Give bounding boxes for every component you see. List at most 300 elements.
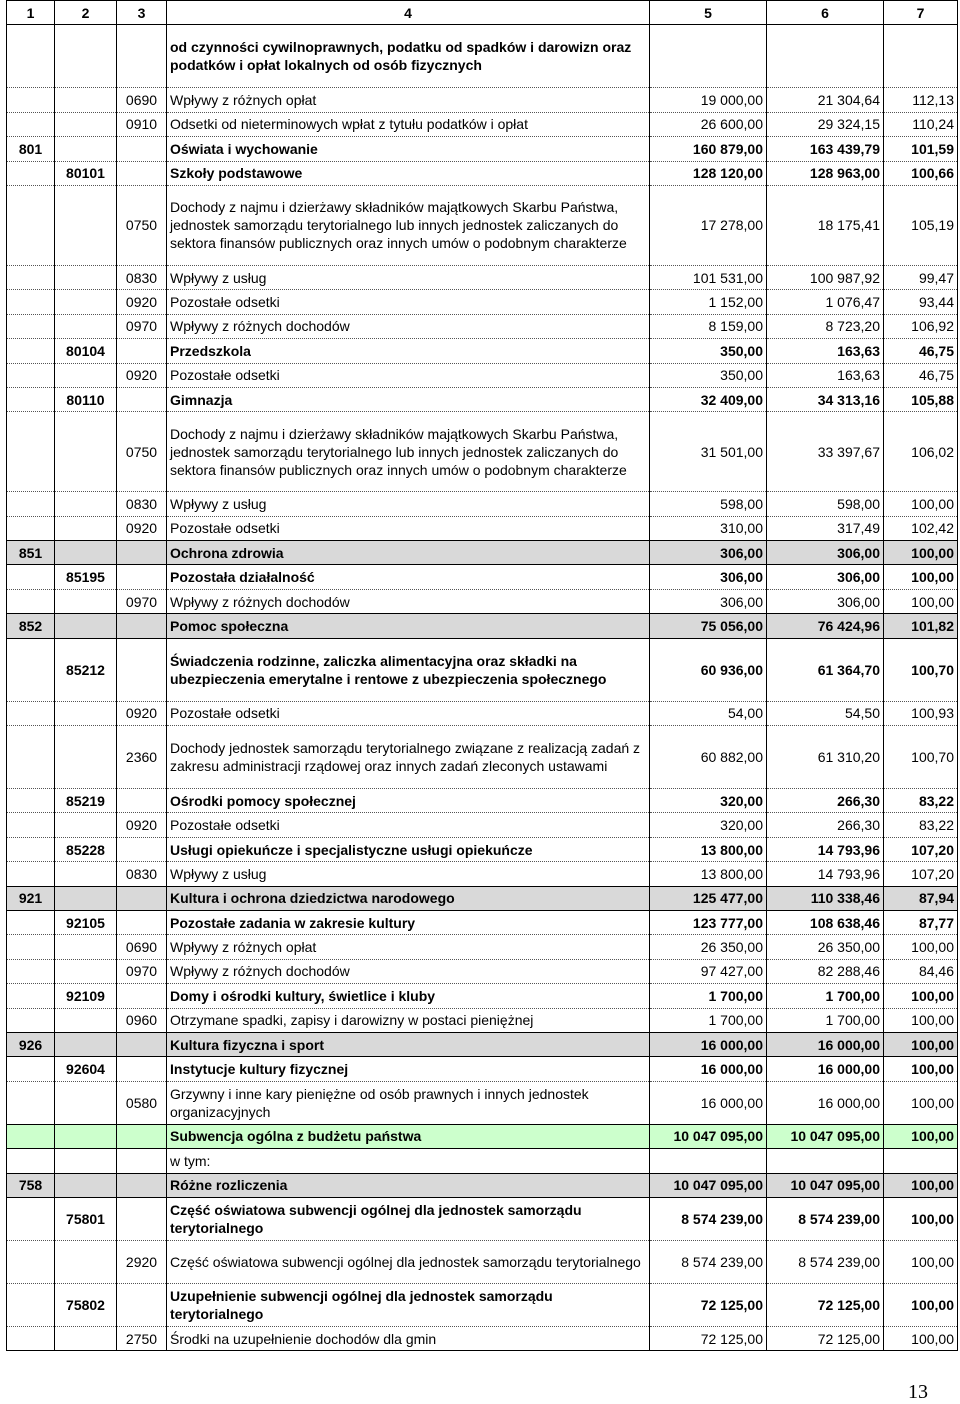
plan-cell: 8 574 239,00	[650, 1197, 767, 1240]
division-cell	[7, 862, 55, 886]
percent-cell: 100,70	[884, 726, 958, 789]
paragraph-cell: 0830	[117, 265, 167, 289]
description-cell: Środki na uzupełnienie dochodów dla gmin	[167, 1326, 650, 1350]
division-cell	[7, 185, 55, 265]
table-row	[7, 1149, 958, 1173]
description-cell: Pozostała działalność	[167, 565, 650, 589]
execution-cell: 163,63	[767, 363, 884, 387]
execution-cell: 266,30	[767, 813, 884, 837]
execution-cell: 1 700,00	[767, 1008, 884, 1032]
header-cell: 3	[117, 1, 167, 25]
percent-cell	[884, 1149, 958, 1173]
execution-cell	[767, 1149, 884, 1173]
division-cell: 758	[7, 1173, 55, 1197]
description-cell: Instytucje kultury fizycznej	[167, 1057, 650, 1081]
plan-cell: 10 047 095,00	[650, 1173, 767, 1197]
percent-cell: 100,93	[884, 701, 958, 725]
execution-cell: 16 000,00	[767, 1057, 884, 1081]
paragraph-cell: 0970	[117, 589, 167, 613]
table-row	[7, 789, 958, 813]
table-row	[7, 589, 958, 613]
execution-cell: 18 175,41	[767, 185, 884, 265]
table-row	[7, 1008, 958, 1032]
execution-cell: 16 000,00	[767, 1032, 884, 1056]
plan-cell: 306,00	[650, 589, 767, 613]
percent-cell	[884, 25, 958, 88]
paragraph-cell	[117, 1197, 167, 1240]
chapter-cell	[55, 185, 117, 265]
execution-cell: 108 638,46	[767, 910, 884, 934]
chapter-cell: 85219	[55, 789, 117, 813]
percent-cell: 84,46	[884, 959, 958, 983]
chapter-cell	[55, 88, 117, 112]
paragraph-cell	[117, 137, 167, 161]
page-number: 13	[908, 1381, 928, 1403]
chapter-cell	[55, 112, 117, 136]
division-cell: 801	[7, 137, 55, 161]
table-row	[7, 412, 958, 492]
percent-cell: 93,44	[884, 290, 958, 314]
chapter-cell	[55, 1124, 117, 1148]
division-cell	[7, 265, 55, 289]
division-cell	[7, 726, 55, 789]
percent-cell: 100,00	[884, 1326, 958, 1350]
division-cell	[7, 565, 55, 589]
plan-cell: 31 501,00	[650, 412, 767, 492]
paragraph-cell: 0920	[117, 516, 167, 540]
chapter-cell	[55, 959, 117, 983]
description-cell: w tym:	[167, 1149, 650, 1173]
execution-cell: 317,49	[767, 516, 884, 540]
division-cell: 852	[7, 614, 55, 638]
division-cell	[7, 837, 55, 861]
description-cell: Ośrodki pomocy społecznej	[167, 789, 650, 813]
division-cell	[7, 910, 55, 934]
plan-cell: 8 574 239,00	[650, 1240, 767, 1283]
table-row	[7, 1283, 958, 1326]
percent-cell: 100,00	[884, 1240, 958, 1283]
plan-cell: 26 350,00	[650, 935, 767, 959]
paragraph-cell: 0750	[117, 412, 167, 492]
header-cell: 6	[767, 1, 884, 25]
description-cell: Wpływy z różnych dochodów	[167, 589, 650, 613]
plan-cell: 16 000,00	[650, 1081, 767, 1124]
plan-cell: 8 159,00	[650, 314, 767, 338]
table-row	[7, 541, 958, 565]
chapter-cell	[55, 1173, 117, 1197]
percent-cell: 83,22	[884, 813, 958, 837]
paragraph-cell: 0960	[117, 1008, 167, 1032]
percent-cell: 100,00	[884, 1197, 958, 1240]
execution-cell: 8 574 239,00	[767, 1197, 884, 1240]
percent-cell: 100,00	[884, 492, 958, 516]
execution-cell: 100 987,92	[767, 265, 884, 289]
chapter-cell	[55, 265, 117, 289]
chapter-cell: 85195	[55, 565, 117, 589]
description-cell: Pozostałe odsetki	[167, 290, 650, 314]
chapter-cell	[55, 935, 117, 959]
paragraph-cell	[117, 837, 167, 861]
table-row	[7, 265, 958, 289]
chapter-cell: 80110	[55, 387, 117, 411]
percent-cell: 100,66	[884, 161, 958, 185]
description-cell: Ochrona zdrowia	[167, 541, 650, 565]
paragraph-cell	[117, 25, 167, 88]
paragraph-cell	[117, 1283, 167, 1326]
paragraph-cell: 0910	[117, 112, 167, 136]
description-cell: Pozostałe odsetki	[167, 516, 650, 540]
description-cell: Wpływy z różnych dochodów	[167, 959, 650, 983]
plan-cell	[650, 1149, 767, 1173]
percent-cell: 100,00	[884, 565, 958, 589]
percent-cell: 87,94	[884, 886, 958, 910]
division-cell	[7, 789, 55, 813]
paragraph-cell	[117, 910, 167, 934]
execution-cell: 1 700,00	[767, 984, 884, 1008]
division-cell	[7, 1008, 55, 1032]
chapter-cell	[55, 862, 117, 886]
description-cell: Część oświatowa subwencji ogólnej dla jednostek samorządu terytorialnego	[167, 1197, 650, 1240]
execution-cell: 8 574 239,00	[767, 1240, 884, 1283]
chapter-cell	[55, 290, 117, 314]
table-row	[7, 1057, 958, 1081]
table-row	[7, 314, 958, 338]
plan-cell: 16 000,00	[650, 1032, 767, 1056]
division-cell	[7, 492, 55, 516]
description-cell: Pomoc społeczna	[167, 614, 650, 638]
description-cell: Usługi opiekuńcze i specjalistyczne usługi opiekuńcze	[167, 837, 650, 861]
table-row	[7, 565, 958, 589]
division-cell: 851	[7, 541, 55, 565]
percent-cell: 105,88	[884, 387, 958, 411]
plan-cell: 13 800,00	[650, 862, 767, 886]
execution-cell: 14 793,96	[767, 837, 884, 861]
execution-cell: 54,50	[767, 701, 884, 725]
division-cell	[7, 112, 55, 136]
header-cell: 4	[167, 1, 650, 25]
table-row	[7, 1240, 958, 1283]
chapter-cell: 85212	[55, 638, 117, 701]
execution-cell: 306,00	[767, 565, 884, 589]
paragraph-cell	[117, 1173, 167, 1197]
execution-cell: 72 125,00	[767, 1326, 884, 1350]
plan-cell: 320,00	[650, 813, 767, 837]
chapter-cell	[55, 1008, 117, 1032]
description-cell: od czynności cywilnoprawnych, podatku od spadków i darowizn oraz podatków i opłat lokalnych od osób fizycznych	[167, 25, 650, 88]
table-row	[7, 185, 958, 265]
percent-cell: 107,20	[884, 862, 958, 886]
table-row	[7, 112, 958, 136]
table-row	[7, 290, 958, 314]
division-cell	[7, 1124, 55, 1148]
description-cell: Różne rozliczenia	[167, 1173, 650, 1197]
execution-cell: 16 000,00	[767, 1081, 884, 1124]
description-cell: Świadczenia rodzinne, zaliczka alimentacyjna oraz składki na ubezpieczenia emerytalne i rentowe z ubezpieczenia społecznego	[167, 638, 650, 701]
description-cell: Wpływy z różnych dochodów	[167, 314, 650, 338]
execution-cell: 14 793,96	[767, 862, 884, 886]
table-row	[7, 638, 958, 701]
plan-cell: 1 700,00	[650, 984, 767, 1008]
chapter-cell	[55, 1032, 117, 1056]
execution-cell: 8 723,20	[767, 314, 884, 338]
percent-cell: 102,42	[884, 516, 958, 540]
paragraph-cell: 0920	[117, 363, 167, 387]
division-cell	[7, 1197, 55, 1240]
division-cell	[7, 1326, 55, 1350]
description-cell: Grzywny i inne kary pieniężne od osób prawnych i innych jednostek organizacyjnych	[167, 1081, 650, 1124]
execution-cell: 10 047 095,00	[767, 1124, 884, 1148]
plan-cell: 54,00	[650, 701, 767, 725]
chapter-cell: 92105	[55, 910, 117, 934]
plan-cell: 10 047 095,00	[650, 1124, 767, 1148]
division-cell	[7, 1149, 55, 1173]
table-row	[7, 387, 958, 411]
division-cell: 921	[7, 886, 55, 910]
execution-cell: 163 439,79	[767, 137, 884, 161]
plan-cell: 26 600,00	[650, 112, 767, 136]
description-cell: Wpływy z usług	[167, 265, 650, 289]
description-cell: Szkoły podstawowe	[167, 161, 650, 185]
division-cell	[7, 1057, 55, 1081]
description-cell: Przedszkola	[167, 339, 650, 363]
division-cell	[7, 935, 55, 959]
plan-cell: 101 531,00	[650, 265, 767, 289]
percent-cell: 110,24	[884, 112, 958, 136]
description-cell: Gimnazja	[167, 387, 650, 411]
division-cell	[7, 984, 55, 1008]
chapter-cell: 85228	[55, 837, 117, 861]
percent-cell: 100,00	[884, 541, 958, 565]
division-cell	[7, 88, 55, 112]
plan-cell: 72 125,00	[650, 1283, 767, 1326]
division-cell	[7, 314, 55, 338]
plan-cell: 60 882,00	[650, 726, 767, 789]
execution-cell: 128 963,00	[767, 161, 884, 185]
chapter-cell	[55, 25, 117, 88]
percent-cell: 100,00	[884, 1032, 958, 1056]
division-cell	[7, 339, 55, 363]
percent-cell: 105,19	[884, 185, 958, 265]
header-cell: 5	[650, 1, 767, 25]
execution-cell: 61 310,20	[767, 726, 884, 789]
description-cell: Uzupełnienie subwencji ogólnej dla jednostek samorządu terytorialnego	[167, 1283, 650, 1326]
table-row	[7, 516, 958, 540]
division-cell	[7, 701, 55, 725]
table-row	[7, 935, 958, 959]
division-cell	[7, 638, 55, 701]
table-row	[7, 813, 958, 837]
percent-cell: 100,00	[884, 1057, 958, 1081]
table-row	[7, 701, 958, 725]
chapter-cell	[55, 492, 117, 516]
paragraph-cell	[117, 789, 167, 813]
table-row	[7, 492, 958, 516]
chapter-cell	[55, 1240, 117, 1283]
header-cell: 2	[55, 1, 117, 25]
description-cell: Dochody jednostek samorządu terytorialnego związane z realizacją zadań z zakresu administracji rządowej oraz innych zadań zleconych ustawami	[167, 726, 650, 789]
description-cell: Wpływy z usług	[167, 492, 650, 516]
plan-cell: 60 936,00	[650, 638, 767, 701]
execution-cell: 598,00	[767, 492, 884, 516]
table-row	[7, 1081, 958, 1124]
division-cell	[7, 1240, 55, 1283]
table-row	[7, 363, 958, 387]
execution-cell: 110 338,46	[767, 886, 884, 910]
plan-cell: 350,00	[650, 339, 767, 363]
division-cell: 926	[7, 1032, 55, 1056]
execution-cell: 266,30	[767, 789, 884, 813]
budget-table	[6, 0, 958, 1351]
plan-cell: 125 477,00	[650, 886, 767, 910]
chapter-cell	[55, 813, 117, 837]
percent-cell: 101,59	[884, 137, 958, 161]
table-row	[7, 862, 958, 886]
execution-cell: 306,00	[767, 589, 884, 613]
execution-cell: 76 424,96	[767, 614, 884, 638]
plan-cell: 16 000,00	[650, 1057, 767, 1081]
division-cell	[7, 516, 55, 540]
table-row	[7, 984, 958, 1008]
plan-cell: 72 125,00	[650, 1326, 767, 1350]
percent-cell: 100,00	[884, 1081, 958, 1124]
division-cell	[7, 959, 55, 983]
table-row	[7, 88, 958, 112]
paragraph-cell	[117, 1124, 167, 1148]
chapter-cell	[55, 137, 117, 161]
percent-cell: 87,77	[884, 910, 958, 934]
division-cell	[7, 290, 55, 314]
description-cell: Oświata i wychowanie	[167, 137, 650, 161]
execution-cell: 26 350,00	[767, 935, 884, 959]
division-cell	[7, 25, 55, 88]
plan-cell: 160 879,00	[650, 137, 767, 161]
chapter-cell	[55, 614, 117, 638]
percent-cell: 83,22	[884, 789, 958, 813]
chapter-cell	[55, 412, 117, 492]
chapter-cell	[55, 363, 117, 387]
execution-cell: 29 324,15	[767, 112, 884, 136]
execution-cell: 10 047 095,00	[767, 1173, 884, 1197]
paragraph-cell: 2750	[117, 1326, 167, 1350]
table-row	[7, 339, 958, 363]
percent-cell: 100,00	[884, 984, 958, 1008]
plan-cell: 123 777,00	[650, 910, 767, 934]
paragraph-cell	[117, 541, 167, 565]
paragraph-cell: 0830	[117, 862, 167, 886]
paragraph-cell	[117, 614, 167, 638]
plan-cell: 310,00	[650, 516, 767, 540]
table-row	[7, 25, 958, 88]
description-cell: Pozostałe odsetki	[167, 813, 650, 837]
plan-cell: 598,00	[650, 492, 767, 516]
table-row	[7, 1032, 958, 1056]
table-row	[7, 1173, 958, 1197]
paragraph-cell: 0920	[117, 701, 167, 725]
table-row	[7, 1124, 958, 1148]
table-row	[7, 614, 958, 638]
paragraph-cell: 0970	[117, 959, 167, 983]
header-row	[7, 1, 958, 25]
paragraph-cell	[117, 1032, 167, 1056]
header-cell: 1	[7, 1, 55, 25]
table-row	[7, 161, 958, 185]
division-cell	[7, 161, 55, 185]
percent-cell: 99,47	[884, 265, 958, 289]
chapter-cell: 80104	[55, 339, 117, 363]
chapter-cell: 92604	[55, 1057, 117, 1081]
execution-cell: 21 304,64	[767, 88, 884, 112]
execution-cell: 82 288,46	[767, 959, 884, 983]
paragraph-cell	[117, 886, 167, 910]
description-cell: Wpływy z usług	[167, 862, 650, 886]
plan-cell: 1 152,00	[650, 290, 767, 314]
paragraph-cell: 2920	[117, 1240, 167, 1283]
paragraph-cell: 0830	[117, 492, 167, 516]
percent-cell: 100,00	[884, 589, 958, 613]
paragraph-cell: 0920	[117, 813, 167, 837]
percent-cell: 100,00	[884, 1283, 958, 1326]
table-row	[7, 837, 958, 861]
execution-cell	[767, 25, 884, 88]
percent-cell: 100,70	[884, 638, 958, 701]
table-row	[7, 959, 958, 983]
chapter-cell	[55, 1326, 117, 1350]
paragraph-cell: 0920	[117, 290, 167, 314]
chapter-cell	[55, 1149, 117, 1173]
description-cell: Pozostałe odsetki	[167, 363, 650, 387]
execution-cell: 1 076,47	[767, 290, 884, 314]
percent-cell: 46,75	[884, 363, 958, 387]
paragraph-cell: 0750	[117, 185, 167, 265]
plan-cell: 75 056,00	[650, 614, 767, 638]
description-cell: Dochody z najmu i dzierżawy składników majątkowych Skarbu Państwa, jednostek samorządu terytorialnego lub innych jednostek zaliczanych do sektora finansów publicznych oraz innych umów o podobnym charakterze	[167, 185, 650, 265]
percent-cell: 100,00	[884, 1008, 958, 1032]
percent-cell: 112,13	[884, 88, 958, 112]
paragraph-cell: 2360	[117, 726, 167, 789]
division-cell	[7, 1081, 55, 1124]
chapter-cell	[55, 701, 117, 725]
plan-cell: 128 120,00	[650, 161, 767, 185]
plan-cell: 320,00	[650, 789, 767, 813]
table-body	[7, 25, 958, 1351]
table-row	[7, 137, 958, 161]
chapter-cell	[55, 589, 117, 613]
execution-cell: 163,63	[767, 339, 884, 363]
plan-cell: 17 278,00	[650, 185, 767, 265]
division-cell	[7, 1283, 55, 1326]
paragraph-cell	[117, 565, 167, 589]
description-cell: Kultura i ochrona dziedzictwa narodowego	[167, 886, 650, 910]
chapter-cell	[55, 516, 117, 540]
chapter-cell: 80101	[55, 161, 117, 185]
paragraph-cell	[117, 161, 167, 185]
division-cell	[7, 387, 55, 411]
paragraph-cell	[117, 387, 167, 411]
percent-cell: 46,75	[884, 339, 958, 363]
paragraph-cell: 0580	[117, 1081, 167, 1124]
table-row	[7, 886, 958, 910]
plan-cell: 32 409,00	[650, 387, 767, 411]
chapter-cell: 75802	[55, 1283, 117, 1326]
chapter-cell	[55, 541, 117, 565]
plan-cell: 13 800,00	[650, 837, 767, 861]
description-cell: Dochody z najmu i dzierżawy składników majątkowych Skarbu Państwa, jednostek samorządu terytorialnego lub innych jednostek zaliczanych do sektora finansów publicznych oraz innych umów o podobnym charakterze	[167, 412, 650, 492]
paragraph-cell	[117, 984, 167, 1008]
table-row	[7, 910, 958, 934]
chapter-cell	[55, 314, 117, 338]
percent-cell: 100,00	[884, 935, 958, 959]
paragraph-cell: 0690	[117, 88, 167, 112]
